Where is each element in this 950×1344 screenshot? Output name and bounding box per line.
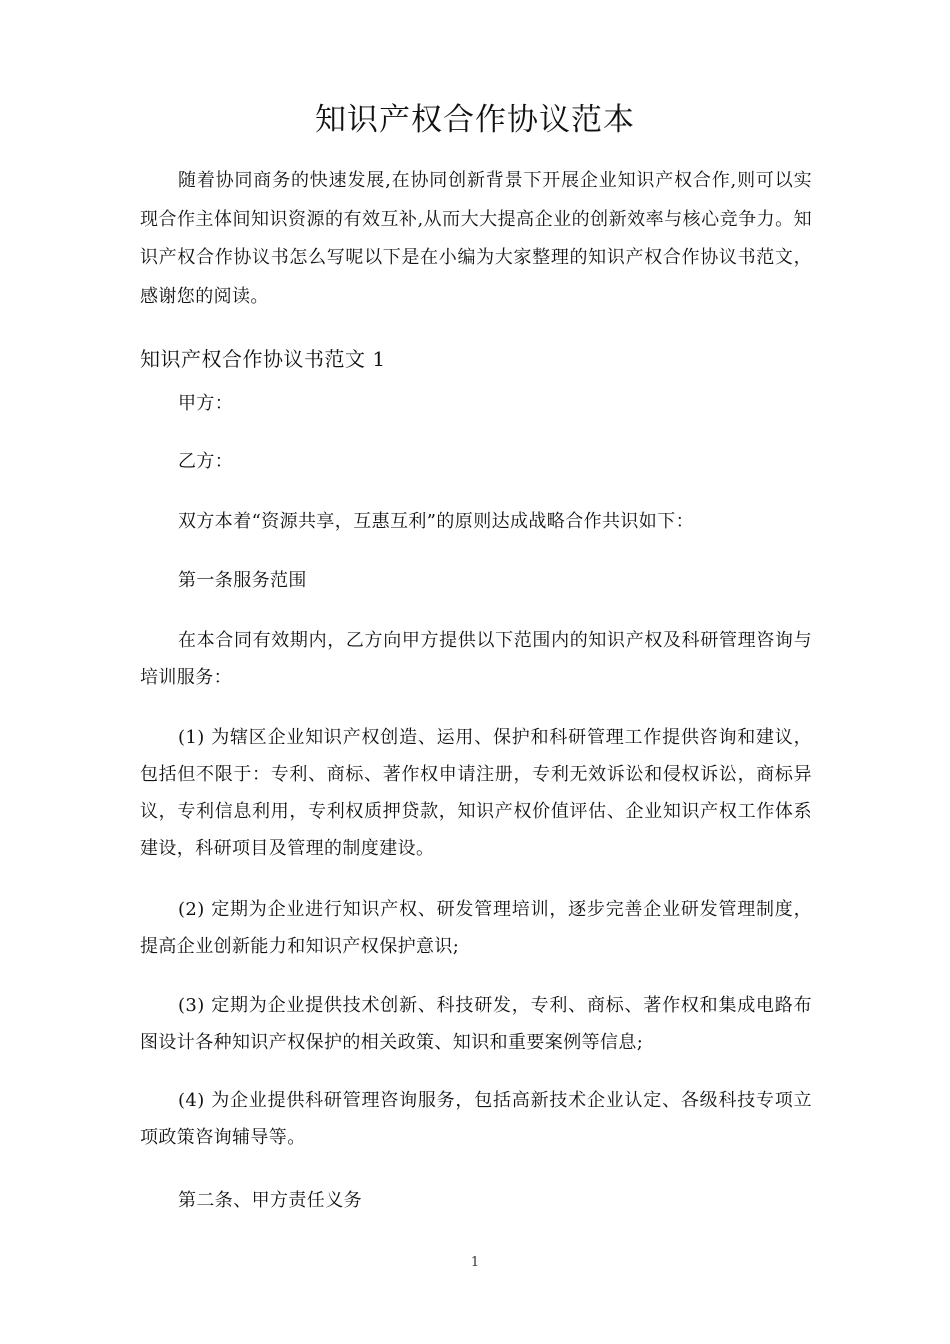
- section-heading: 知识产权合作协议书范文 1: [140, 347, 386, 371]
- consensus-paragraph: 双方本着“资源共享，互惠互利”的原则达成战略合作共识如下：: [178, 511, 695, 532]
- article-1-body: 在本合同有效期内，乙方向甲方提供以下范围内的知识产权及科研管理咨询与培训服务：: [140, 630, 812, 688]
- list-item-3: (3) 定期为企业提供技术创新、科技研发，专利、商标、著作权和集成电路布图设计各种知识产权保护的相关政策、知识和重要案例等信息;: [140, 995, 812, 1053]
- list-item-2: (2) 定期为企业进行知识产权、研发管理培训，逐步完善企业研发管理制度，提高企业创新能力和知识产权保护意识;: [140, 899, 812, 957]
- article-1-title: 第一条服务范围: [178, 570, 307, 591]
- article-2-title: 第二条、甲方责任义务: [178, 1190, 362, 1211]
- list-item-4: (4) 为企业提供科研管理咨询服务，包括高新技术企业认定、各级科技专项立项政策咨询辅导等。: [140, 1090, 812, 1148]
- intro-paragraph: 随着协同商务的快速发展,在协同创新背景下开展企业知识产权合作,则可以实现合作主体间知识资源的有效互补,从而大大提高企业的创新效率与核心竞争力。知识产权合作协议书怎么写呢以下是在小编为大家整理的知识产权合作协议书范文，感谢您的阅读。: [140, 170, 812, 307]
- page-number: 1: [470, 1255, 480, 1270]
- document-title: 知识产权合作协议范本: [315, 102, 635, 138]
- list-item-1: (1) 为辖区企业知识产权创造、运用、保护和科研管理工作提供咨询和建议，包括但不限于：专利、商标、著作权申请注册，专利无效诉讼和侵权诉讼，商标异议，专利信息利用，专利权质押贷款，知识产权价值评估、企业知识产权工作体系建设，科研项目及管理的制度建设。: [140, 727, 812, 859]
- party-b-label: 乙方：: [178, 451, 234, 472]
- party-a-label: 甲方：: [178, 393, 234, 414]
